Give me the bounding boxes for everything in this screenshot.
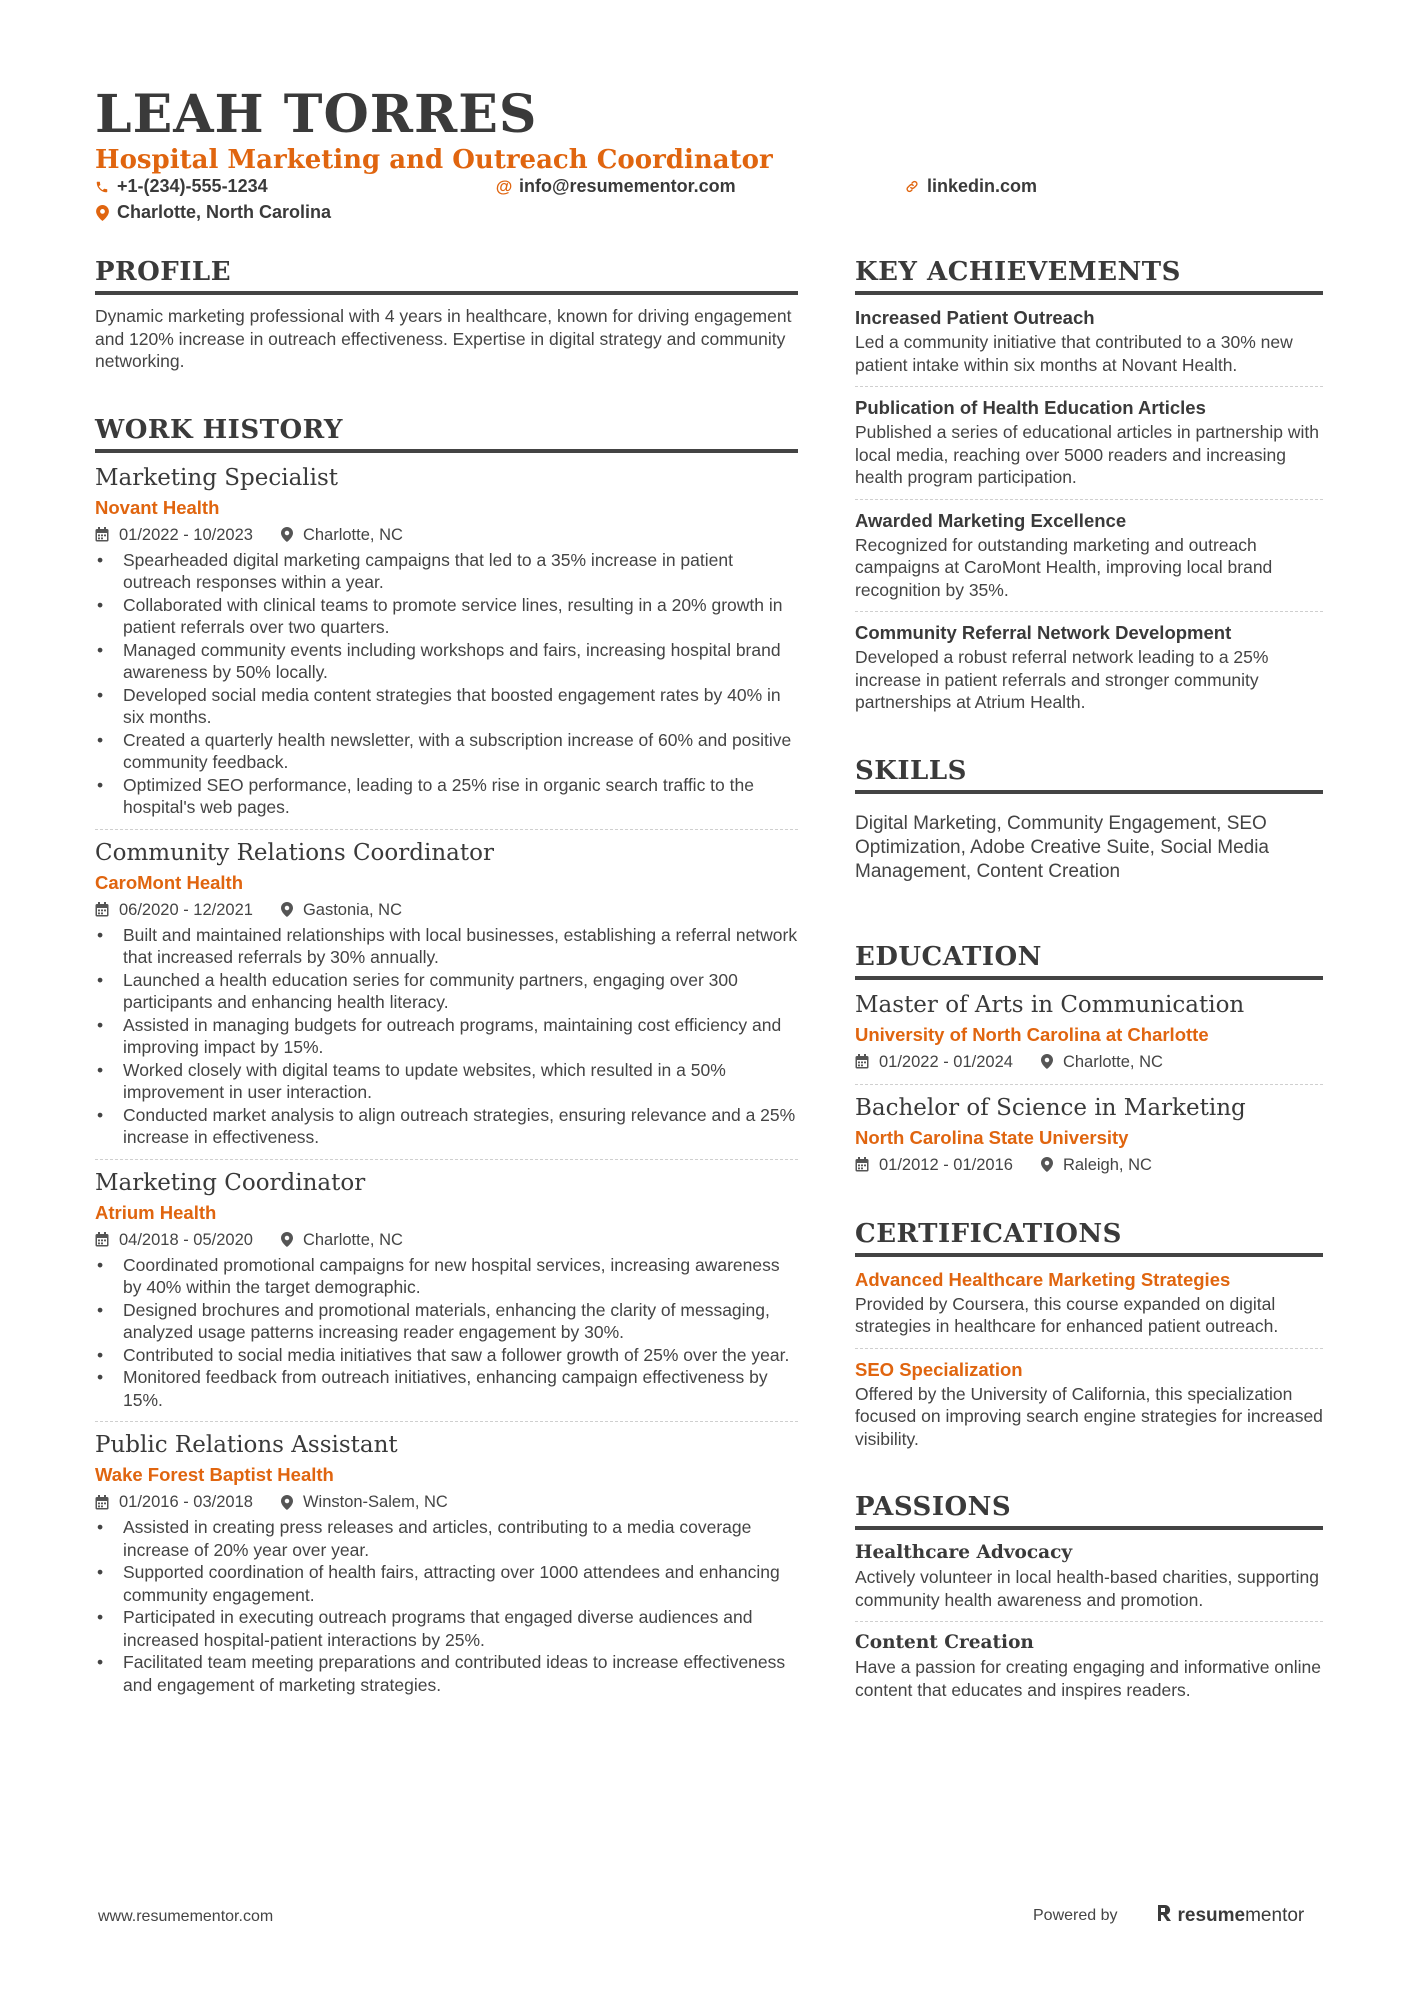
passion-item bbox=[855, 1540, 1323, 1611]
company-name: Novant Health bbox=[95, 496, 220, 518]
brand-mark-icon bbox=[1156, 1903, 1172, 1929]
email-contact[interactable] bbox=[497, 176, 736, 197]
divider bbox=[855, 1621, 1323, 1622]
at-icon: @ bbox=[495, 176, 513, 196]
achievement-title: Awarded Marketing Excellence bbox=[855, 509, 1127, 531]
education-dates: 01/2012 - 01/2016 bbox=[879, 1155, 1013, 1174]
brand-name-a: resume bbox=[1177, 1905, 1246, 1926]
calendar-icon bbox=[95, 1495, 109, 1510]
job-entry bbox=[95, 1430, 798, 1696]
calendar-icon bbox=[95, 527, 109, 542]
achievement-title: Community Referral Network Development bbox=[855, 622, 1232, 643]
brand-name-b: mentor bbox=[1245, 1905, 1305, 1926]
location-contact bbox=[95, 202, 331, 223]
passion-item bbox=[855, 1630, 1323, 1701]
passions-heading: PASSIONS bbox=[855, 1490, 1323, 1530]
bullet-item: • Optimized SEO performance, leading to a 25% rise in organic search traffic to the hospital's web pages. bbox=[95, 774, 798, 819]
certification-title: Advanced Healthcare Marketing Strategies bbox=[855, 1268, 1231, 1290]
education-item bbox=[855, 1093, 1323, 1177]
bullet-item: • Developed social media content strategies that boosted engagement rates by 40% in six months. bbox=[95, 684, 798, 729]
company-name: CaroMont Health bbox=[95, 871, 243, 893]
job-bullets bbox=[95, 924, 798, 1149]
degree-title: Master of Arts in Communication bbox=[855, 991, 1245, 1018]
job-location: Charlotte, NC bbox=[302, 1230, 403, 1249]
bullet-item: • Contributed to social media initiatives that saw a follower growth of 25% over the year. bbox=[95, 1344, 798, 1367]
certification-title: SEO Specialization bbox=[855, 1358, 1023, 1380]
bullet-item: • Worked closely with digital teams to update websites, which resulted in a 50% improvement in user interaction. bbox=[95, 1059, 798, 1104]
profile-text: Dynamic marketing professional with 4 years in healthcare, known for driving engagement and 120% increase in outreach effectiveness. Expertise in digital strategy and community networking. bbox=[95, 306, 792, 371]
education-location: Raleigh, NC bbox=[1062, 1155, 1152, 1174]
phone-icon bbox=[95, 180, 109, 194]
location-row bbox=[95, 202, 1325, 228]
certification-text: Provided by Coursera, this course expanded on digital strategies in healthcare for enhanced patient outreach. bbox=[855, 1293, 1279, 1336]
calendar-icon bbox=[95, 902, 109, 917]
job-entry bbox=[95, 838, 798, 1149]
job-location: Winston-Salem, NC bbox=[302, 1493, 448, 1511]
achievement-title: Publication of Health Education Articles bbox=[855, 397, 1206, 418]
job-entry bbox=[95, 1168, 798, 1412]
education-heading: EDUCATION bbox=[855, 940, 1323, 980]
candidate-title: Hospital Marketing and Outreach Coordinator bbox=[95, 145, 773, 175]
job-dates: 01/2016 - 03/2018 bbox=[119, 1493, 253, 1511]
job-meta bbox=[95, 898, 798, 922]
bullet-item: • Launched a health education series for community partners, engaging over 300 participants and enhancing health literacy. bbox=[95, 969, 798, 1014]
right-column bbox=[855, 255, 1323, 1701]
education-location: Charlotte, NC bbox=[1062, 1052, 1163, 1071]
calendar-icon bbox=[855, 1054, 869, 1069]
map-pin-icon bbox=[95, 205, 109, 221]
footer-brand bbox=[1033, 1903, 1304, 1929]
passion-text: Actively volunteer in local health-based charities, supporting community health awareness and promotion. bbox=[855, 1567, 1320, 1610]
divider bbox=[855, 499, 1323, 500]
linkedin-text[interactable]: linkedin.com bbox=[927, 176, 1038, 196]
bullet-item: • Collaborated with clinical teams to promote service lines, resulting in a 20% growth in patient referrals over two quarters. bbox=[95, 594, 798, 639]
divider bbox=[95, 829, 798, 830]
achievement-title: Increased Patient Outreach bbox=[855, 307, 1095, 328]
job-title: Public Relations Assistant bbox=[95, 1432, 398, 1458]
bullet-item: • Supported coordination of health fairs, attracting over 1000 attendees and enhancing community engagement. bbox=[95, 1561, 798, 1606]
school-name: University of North Carolina at Charlotte bbox=[855, 1023, 1209, 1045]
certification-item bbox=[855, 1357, 1323, 1451]
achievement-text: Led a community initiative that contributed to a 30% new patient intake within six months at Novant Health. bbox=[855, 332, 1293, 375]
job-location: Gastonia, NC bbox=[302, 900, 402, 919]
achievement-text: Developed a robust referral network leading to a 25% increase in patient referrals and stronger community partnerships at Atrium Health. bbox=[855, 647, 1269, 712]
linkedin-contact[interactable] bbox=[905, 176, 1037, 197]
divider bbox=[855, 611, 1323, 612]
company-name: Wake Forest Baptist Health bbox=[95, 1464, 334, 1485]
candidate-name: LEAH TORRES bbox=[95, 84, 538, 145]
passions-section bbox=[855, 1490, 1323, 1701]
skills-section bbox=[855, 754, 1323, 884]
job-entry bbox=[95, 463, 798, 819]
bullet-item: • Built and maintained relationships with local businesses, establishing a referral network that increased referrals by 30% annually. bbox=[95, 924, 798, 969]
work-history-section bbox=[95, 413, 798, 1697]
bullet-item: • Created a quarterly health newsletter, with a subscription increase of 60% and positive community feedback. bbox=[95, 729, 798, 774]
certification-item bbox=[855, 1267, 1323, 1338]
bullet-item: • Assisted in managing budgets for outreach programs, maintaining cost efficiency and improving impact by 15%. bbox=[95, 1014, 798, 1059]
calendar-icon bbox=[95, 1232, 109, 1247]
divider bbox=[855, 1348, 1323, 1349]
bullet-item: • Monitored feedback from outreach initiatives, enhancing campaign effectiveness by 15%. bbox=[95, 1366, 798, 1411]
map-pin-icon bbox=[281, 1495, 293, 1510]
phone-contact bbox=[95, 176, 268, 197]
school-name: North Carolina State University bbox=[855, 1126, 1129, 1148]
bullet-item: • Designed brochures and promotional materials, enhancing the clarity of messaging, analyzed usage patterns increasing reader engagement by 30%. bbox=[95, 1299, 798, 1344]
link-icon bbox=[905, 179, 919, 194]
map-pin-icon bbox=[1041, 1157, 1053, 1172]
profile-section bbox=[95, 255, 798, 373]
achievement-text: Recognized for outstanding marketing and outreach campaigns at CaroMont Health, improving local brand recognition by 35%. bbox=[855, 534, 1273, 600]
job-dates: 06/2020 - 12/2021 bbox=[119, 900, 253, 919]
job-location: Charlotte, NC bbox=[302, 525, 403, 544]
education-dates: 01/2022 - 01/2024 bbox=[879, 1052, 1013, 1071]
achievements-heading: KEY ACHIEVEMENTS bbox=[855, 255, 1323, 295]
divider bbox=[855, 1084, 1323, 1085]
footer-website[interactable]: www.resumementor.com bbox=[98, 1908, 274, 1925]
profile-heading: PROFILE bbox=[95, 255, 798, 295]
job-dates: 04/2018 - 05/2020 bbox=[119, 1230, 253, 1249]
bullet-item: • Coordinated promotional campaigns for new hospital services, increasing awareness by 40% within the target demographic. bbox=[95, 1254, 798, 1299]
achievement-item bbox=[855, 620, 1323, 714]
map-pin-icon bbox=[281, 527, 293, 542]
certification-text: Offered by the University of California, this specialization focused on improving search engine strategies for increased visibility. bbox=[855, 1383, 1323, 1449]
job-meta bbox=[95, 1490, 798, 1514]
brand-logo[interactable] bbox=[1156, 1903, 1305, 1929]
divider bbox=[855, 386, 1323, 387]
job-title: Marketing Specialist bbox=[95, 464, 339, 491]
job-title: Marketing Coordinator bbox=[95, 1169, 366, 1196]
company-name: Atrium Health bbox=[95, 1201, 217, 1223]
contact-row bbox=[95, 176, 1325, 202]
job-meta bbox=[95, 523, 798, 547]
achievements-section bbox=[855, 255, 1323, 714]
email-text[interactable]: info@resumementor.com bbox=[519, 176, 736, 196]
job-dates: 01/2022 - 10/2023 bbox=[119, 525, 253, 544]
education-meta bbox=[855, 1050, 1323, 1074]
left-column bbox=[95, 255, 798, 1696]
education-section bbox=[855, 940, 1323, 1177]
powered-by-text: Powered by bbox=[1033, 1907, 1118, 1924]
bullet-item: • Managed community events including workshops and fairs, increasing hospital brand awareness by 50% locally. bbox=[95, 639, 798, 684]
bullet-item: • Spearheaded digital marketing campaigns that led to a 35% increase in patient outreach responses within a year. bbox=[95, 549, 798, 594]
map-pin-icon bbox=[281, 1232, 293, 1247]
job-bullets bbox=[95, 549, 798, 819]
bullet-item: • Facilitated team meeting preparations and contributed ideas to increase effectiveness and engagement of marketing strategies. bbox=[95, 1651, 798, 1696]
bullet-item: • Conducted market analysis to align outreach strategies, ensuring relevance and a 25% increase in effectiveness. bbox=[95, 1104, 798, 1149]
resume-header bbox=[95, 84, 1325, 228]
calendar-icon bbox=[855, 1157, 869, 1172]
education-item bbox=[855, 990, 1323, 1074]
bullet-item: • Participated in executing outreach programs that engaged diverse audiences and increased hospital-patient interactions by 25%. bbox=[95, 1606, 798, 1651]
certifications-heading: CERTIFICATIONS bbox=[855, 1217, 1323, 1257]
location-text: Charlotte, North Carolina bbox=[117, 202, 332, 222]
map-pin-icon bbox=[281, 902, 293, 917]
job-bullets bbox=[95, 1516, 798, 1696]
work-history-heading: WORK HISTORY bbox=[95, 413, 798, 453]
bullet-item: • Assisted in creating press releases and articles, contributing to a media coverage increase of 20% year over year. bbox=[95, 1516, 798, 1561]
achievement-item bbox=[855, 305, 1323, 376]
achievement-item bbox=[855, 508, 1323, 602]
divider bbox=[95, 1421, 798, 1422]
job-meta bbox=[95, 1228, 798, 1252]
education-meta bbox=[855, 1153, 1323, 1177]
job-title: Community Relations Coordinator bbox=[95, 839, 494, 866]
degree-title: Bachelor of Science in Marketing bbox=[855, 1094, 1246, 1121]
passion-text: Have a passion for creating engaging and informative online content that educates and inspires readers. bbox=[855, 1657, 1321, 1700]
passion-title: Content Creation bbox=[855, 1632, 1034, 1653]
skills-text: Digital Marketing, Community Engagement, SEO Optimization, Adobe Creative Suite, Social Media Management, Content Creation bbox=[855, 812, 1269, 882]
job-bullets bbox=[95, 1254, 798, 1412]
passion-title: Healthcare Advocacy bbox=[855, 1542, 1073, 1563]
achievement-item bbox=[855, 395, 1323, 489]
map-pin-icon bbox=[1041, 1054, 1053, 1069]
certifications-section bbox=[855, 1217, 1323, 1451]
phone-text: +1-(234)-555-1234 bbox=[117, 176, 268, 196]
achievement-text: Published a series of educational articles in partnership with local media, reaching over 5000 readers and increasing health program participation. bbox=[855, 422, 1320, 487]
divider bbox=[95, 1159, 798, 1160]
skills-heading: SKILLS bbox=[855, 754, 1323, 794]
